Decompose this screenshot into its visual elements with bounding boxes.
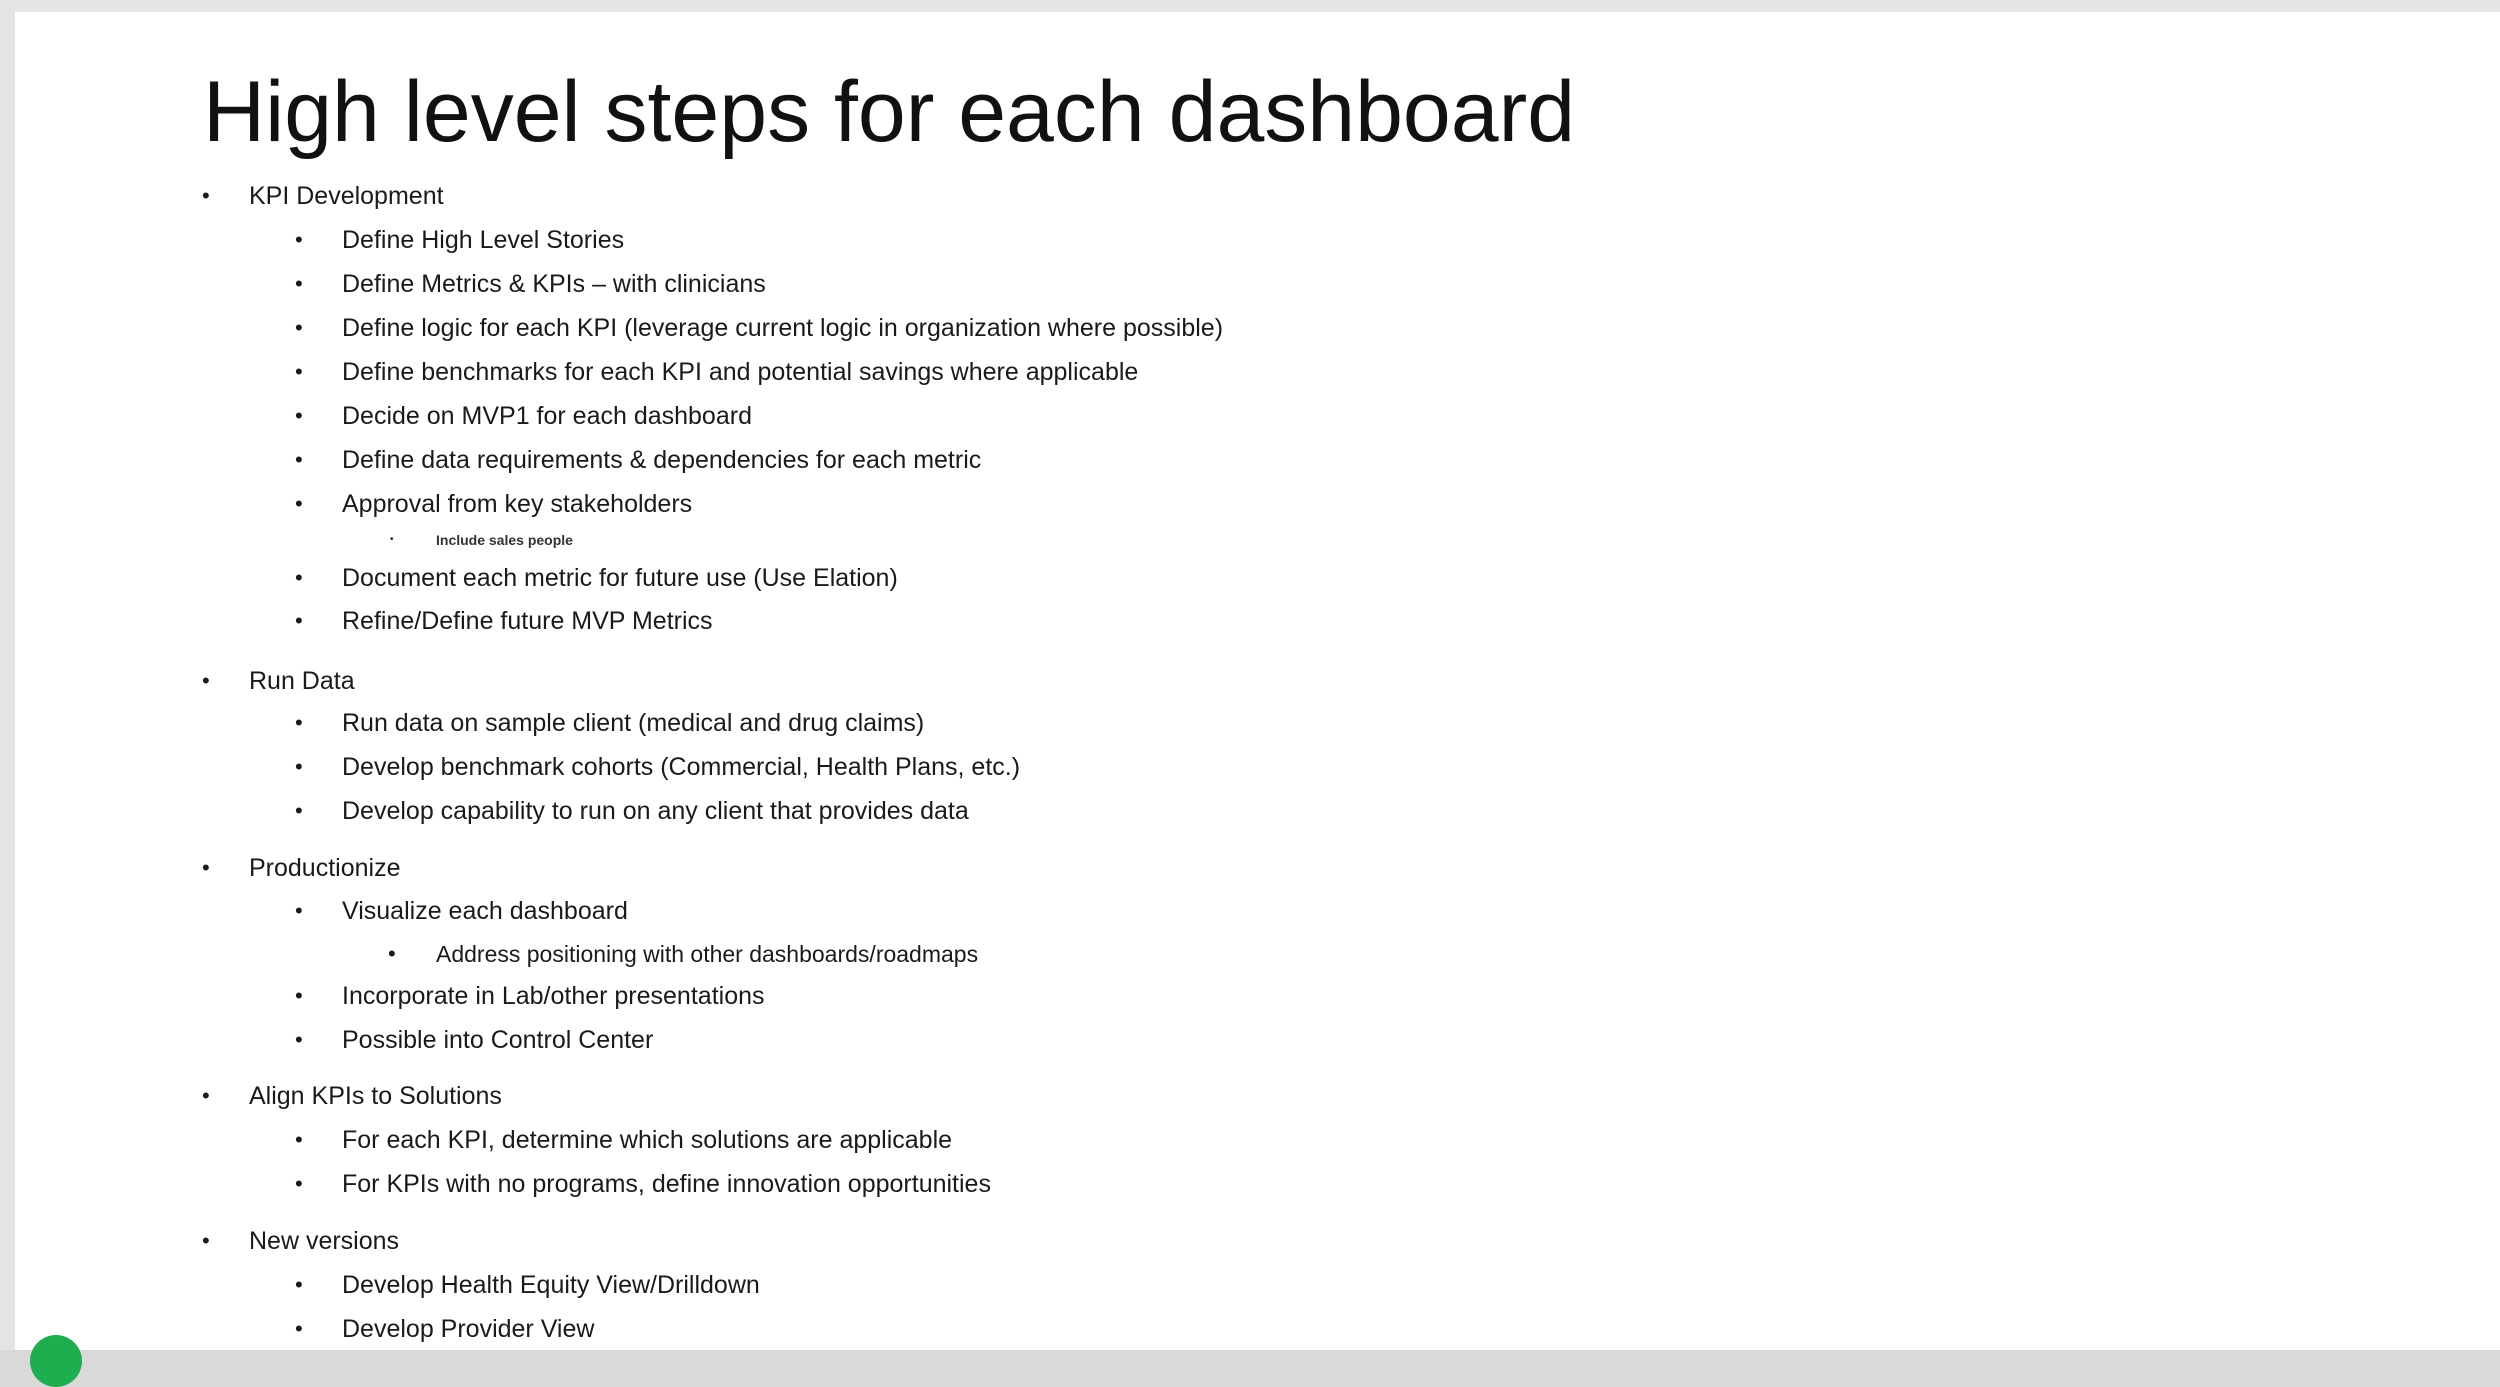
slide-title: High level steps for each dashboard — [203, 64, 1576, 160]
bullet-content: • KPI Development • Define High Level Stories • Define Metrics & KPIs – with clinicians • Define logic for each KPI (leverage current logic in organization where possible) • Define benchmarks for each KPI and potential savings where applicable • Decide on MVP1 for each dashboard • Define data requirements & dependencies for each metric • Approval from key stakeholders • Include sales people • Document each metric for future use (Use Elation) • Refine/Define future MVP Metrics • Run Data • Run data on sample client (medical and drug claims) • Develop benchmark cohorts (Commercial, Health Plans, etc.) • Develop capability to run on any client that provides data • Productionize • Visualize each dashboard • Address positioning with other dashboards/roadmaps • Incorporate in Lab/other presentations • Possible into Control Center • Align KPIs to Solutions • For each KPI, determine which solutions are applicable • For KPIs with no programs, define innovation opportunities • New versions • Develop Health Equity View/Drilldown • Develop Provider View — [202, 182, 1224, 1343]
slide-canvas — [15, 12, 2500, 1350]
status-indicator-icon — [30, 1335, 82, 1387]
left-panel-edge — [0, 0, 15, 1350]
